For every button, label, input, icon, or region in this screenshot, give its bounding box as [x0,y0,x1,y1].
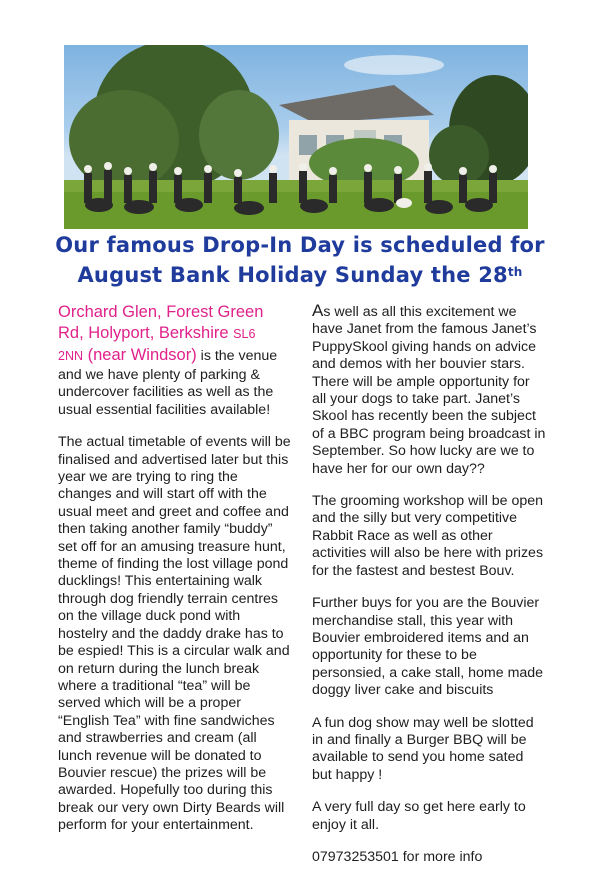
headline-line-2-suffix: th [507,265,523,279]
arrive-early-paragraph: A very full day so get here early to enjoy it all. [312,799,526,833]
venue-text: is the venue and we have plenty of parking & undercover facilities as well as the usual essential facilities available! [58,348,278,418]
address-tail: (near Windsor) [83,346,197,364]
right-column [312,302,547,881]
puppyskool-first-letter: A [312,301,324,320]
address-postcode-1: SL6 [233,327,256,341]
puppyskool-paragraph [312,302,547,478]
dog-show-paragraph: A fun dog show may well be slotted in and finally a Burger BBQ will be available to send you home sated but happy ! [312,714,534,783]
headline-line-1: Our famous Drop-In Day is scheduled for [55,233,545,257]
puppyskool-text: s well as all this excitement we have Janet from the famous Janet’s PuppySkool giving hands on advice and demos with her bouvier stars. There will be ample opportunity for all your dogs to take part. Janet’s Skool has recently been the subject of a BBC program being broadcast in September. So how lucky are we to have her for our own day?? [312,304,546,477]
group-photo-image [64,45,528,229]
grooming-paragraph: The grooming workshop will be open and the silly but very competitive Rabbit Race as well as other activities will also be here with prizes for the fastest and bestest Bouv. [312,493,544,579]
timetable-paragraph: The actual timetable of events will be finalised and advertised later but this year we are trying to ring the changes and will start off with the usual meet and greet and coffee and then taking another family “buddy” set off for an amusing treasure hunt, theme of finding the lost village pond ducklings! This entertaining walk through dog friendly terrain centres on the village duck pond with hostelry and the daddy drake has to be espied! This is a circular walk and on return during the lunch break where a traditional “tea” will be served which will be a proper “English Tea” with fine sandwiches and strawberries and cream (all lunch revenue will be donated to Bouvier rescue) the prizes will be awarded. Hopefully too during this break our very own Dirty Beards will perform for your entertainment. [58,434,291,834]
headline-line-2-main: August Bank Holiday Sunday the 28 [77,263,508,287]
address-postcode-2: 2NN [58,349,84,363]
merchandise-paragraph: Further buys for you are the Bouvier merchandise stall, this year with Bouvier embroidered items and an opportunity for these to be personsied, a cake stall, home made doggy liver cake and biscuits [312,595,544,699]
group-photo [64,45,528,229]
address-main: Orchard Glen, Forest Green Rd, Holyport, Berkshire [58,303,264,342]
contact-phone: 07973253501 for more info [312,848,483,865]
left-column [58,302,291,850]
headline-line-2 [0,263,600,287]
venue-paragraph [58,302,291,419]
